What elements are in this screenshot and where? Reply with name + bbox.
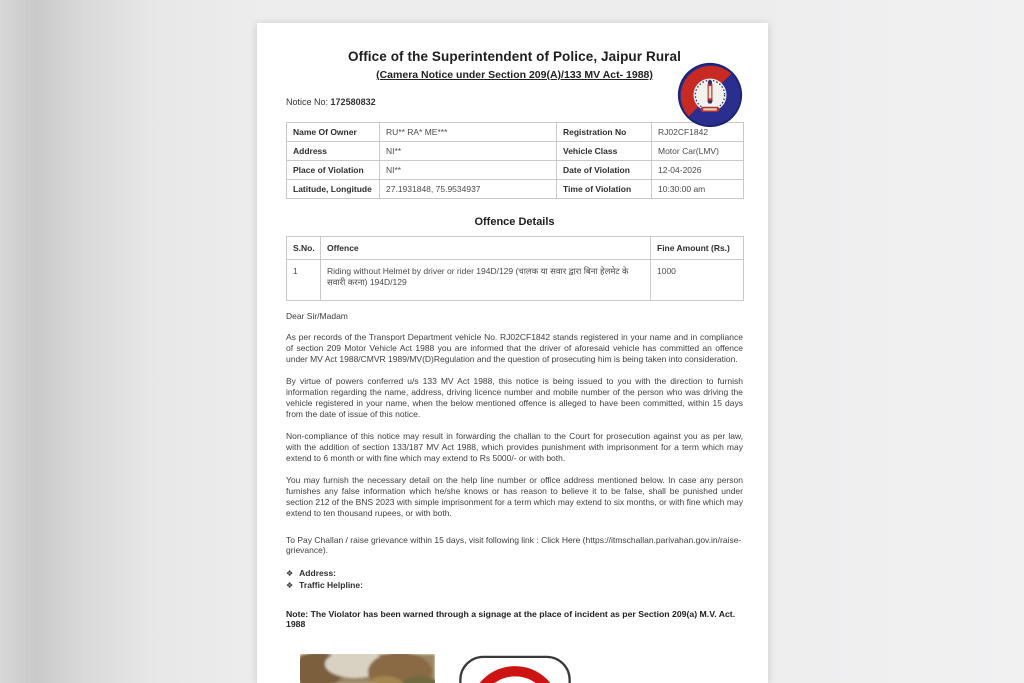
address-bullet	[286, 568, 743, 578]
diamond-bullet-icon: ❖	[286, 568, 294, 578]
field-label: Place of Violation	[287, 161, 380, 180]
field-label: Name Of Owner	[287, 123, 380, 142]
table-row	[287, 260, 744, 301]
field-value: Motor Car(LMV)	[652, 142, 744, 161]
page-title: Office of the Superintendent of Police, Jaipur Rural	[348, 49, 681, 64]
field-value: 27.1931848, 75.9534937	[380, 180, 557, 199]
field-label: Time of Violation	[557, 180, 652, 199]
offence-details-heading: Offence Details	[474, 216, 555, 228]
field-label: Vehicle Class	[557, 142, 652, 161]
vehicle-details-table	[286, 122, 744, 199]
document-subtitle: (Camera Notice under Section 209(A)/133 MV Act- 1988)	[376, 69, 653, 81]
column-header-sno: S.No.	[287, 237, 321, 260]
field-value: RU** RA* ME***	[380, 123, 557, 142]
offence-details-table	[286, 236, 744, 301]
challan-notice-document	[257, 23, 768, 683]
notice-paragraph: As per records of the Transport Department vehicle No. RJ02CF1842 stands registered in your name and in compliance of section 209 Motor Vehicle Act 1988 you are informed that the driver of aforesaid vehicle has committed an offence under MV Act 1988/CMVR 1989/MV(D)Regulation and the question of prosecuting him is being taken into consideration.	[286, 332, 743, 364]
table-row	[287, 142, 744, 161]
rajasthan-police-logo-icon	[674, 61, 746, 129]
table-header-row	[287, 237, 744, 260]
offence-description-cell: Riding without Helmet by driver or rider 194D/129 (चालक या सवार द्वारा बिना हेलमेट के सवारी करना) 194D/129	[321, 260, 651, 301]
notice-paragraph: By virtue of powers conferred u/s 133 MV Act 1988, this notice is being issued to you with the direction to furnish information regarding the name, address, driving licence number and mobile number of the person who was driving the vehicle registered in your name, when the below mentioned offence is alleged to have been committed, within 15 days from the date of issue of this notice.	[286, 376, 743, 419]
field-value: NI**	[380, 142, 557, 161]
diamond-bullet-icon: ❖	[286, 580, 294, 590]
offence-sno-cell: 1	[287, 260, 321, 301]
field-label: Registration No	[557, 123, 652, 142]
address-label: Address:	[299, 568, 337, 578]
evidence-images-row	[300, 654, 743, 683]
notice-number-value: 172580832	[330, 97, 376, 107]
pay-challan-link-line[interactable]: To Pay Challan / raise grievance within 15 days, visit following link : Click Here (https://itmschallan.parivahan.gov.in/raise-grievance).	[286, 535, 742, 555]
field-value: NI**	[380, 161, 557, 180]
notice-number-label: Notice No:	[286, 97, 329, 107]
table-row	[287, 180, 744, 199]
field-label: Latitude, Longitude	[287, 180, 380, 199]
column-header-fine: Fine Amount (Rs.)	[651, 237, 744, 260]
column-header-offence: Offence	[321, 237, 651, 260]
field-value: 10:30:00 am	[652, 180, 744, 199]
contact-bullets	[286, 568, 743, 590]
signage-note: Note: The Violator has been warned through a signage at the place of incident as per Section 209(a) M.V. Act. 1988	[286, 609, 736, 629]
field-label: Address	[287, 142, 380, 161]
offence-fine-cell: 1000	[651, 260, 744, 301]
traffic-helpline-bullet	[286, 580, 743, 590]
field-value: 12-04-2026	[652, 161, 744, 180]
notice-paragraph: Non-compliance of this notice may result in forwarding the challan to the Court for prosecution against you as per law, with the addition of section 133/187 MV Act 1988, which provides punishment with imprisonment for a term which may extend to 6 month or with fine which may extend to Rs 5000/- or with both.	[286, 431, 743, 463]
field-value: RJ02CF1842	[652, 123, 744, 142]
notice-paragraph: You may furnish the necessary detail on the help line number or office address mentioned below. In case any person furnishes any false information which he/she knows or has reason to believe it to be false, shall be punished under section 212 of the BNS 2023 with simple imprisonment for a term which may extend to six months, or with fine which may extend to ten thousand rupees, or with both.	[286, 475, 743, 518]
violation-photo	[300, 654, 435, 683]
table-row	[287, 161, 744, 180]
no-camera-icon	[450, 654, 580, 683]
field-label: Date of Violation	[557, 161, 652, 180]
traffic-helpline-label: Traffic Helpline:	[299, 580, 363, 590]
salutation: Dear Sir/Madam	[286, 311, 348, 321]
